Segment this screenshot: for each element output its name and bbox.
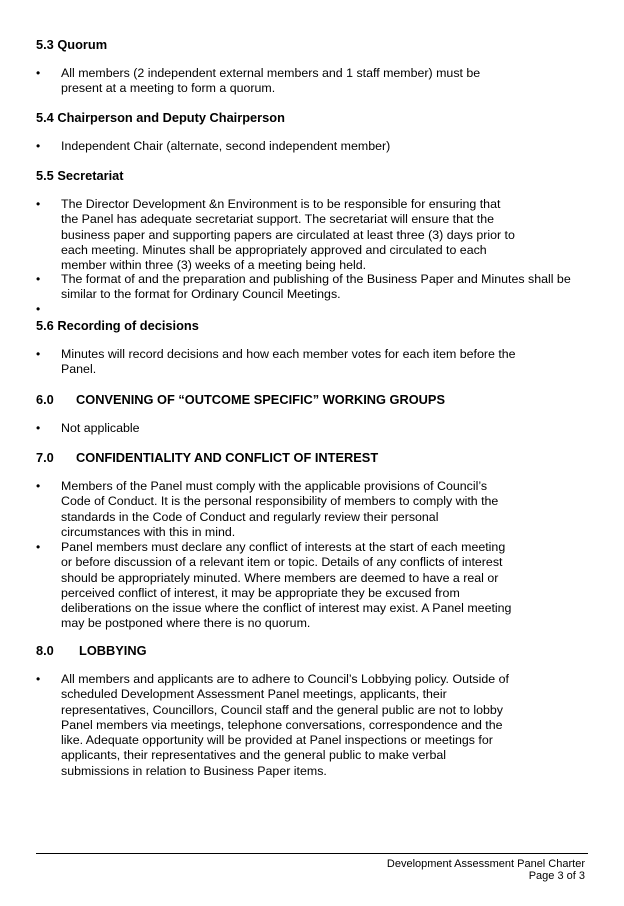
- heading-recording-decisions: 5.6 Recording of decisions: [36, 318, 199, 333]
- list-item: [36, 421, 592, 436]
- section-number: 7.0: [36, 450, 54, 465]
- section-title: LOBBYING: [79, 643, 147, 658]
- heading-chairperson: 5.4 Chairperson and Deputy Chairperson: [36, 110, 285, 125]
- list-item: [36, 197, 592, 273]
- bullet: •: [36, 421, 41, 435]
- heading-lobbying: [36, 643, 147, 658]
- list-item: [36, 66, 592, 97]
- section-title: CONVENING OF “OUTCOME SPECIFIC” WORKING GROUPS: [76, 392, 445, 407]
- bullet: •: [36, 66, 41, 80]
- secretariat-text-2: The format of and the preparation and publishing of the Business Paper and Minutes shall be similar to the format for Ordinary Council Meetings.: [61, 272, 571, 302]
- footer-page-number: Page 3 of 3: [528, 870, 585, 882]
- list-item: [36, 672, 592, 779]
- heading-confidentiality: [36, 450, 378, 465]
- list-item: [36, 479, 592, 540]
- heading-quorum: 5.3 Quorum: [36, 37, 108, 52]
- bullet: •: [36, 272, 41, 286]
- bullet: •: [36, 672, 41, 686]
- bullet: •: [36, 540, 41, 554]
- heading-secretariat: 5.5 Secretariat: [36, 168, 124, 183]
- footer-document-title: Development Assessment Panel Charter: [386, 858, 585, 870]
- list-item: [36, 347, 592, 378]
- section-number: 6.0: [36, 392, 54, 407]
- bullet: •: [36, 347, 41, 361]
- bullet: •: [36, 302, 41, 316]
- list-item: [36, 540, 592, 632]
- chair-text: Independent Chair (alternate, second independent member): [61, 139, 391, 153]
- section-title: CONFIDENTIALITY AND CONFLICT OF INTEREST: [76, 450, 379, 465]
- bullet: •: [36, 479, 41, 493]
- recording-text: Minutes will record decisions and how each member votes for each item before the Panel.: [61, 347, 516, 377]
- list-item: [36, 139, 592, 154]
- lobbying-text: All members and applicants are to adhere to Council’s Lobbying policy. Outside of scheduled Development Assessment Panel meetings, applicants, their representatives, Councillors, Council staff and the general public are not to lobby Panel members via meetings, telephone conversations, correspondence and the like. Adequate opportunity will be provided at Panel inspections or meetings for applicants, their representatives and the general public to make verbal submissions in relation to Business Paper items.: [61, 672, 509, 778]
- section-number: 8.0: [36, 643, 54, 658]
- confidentiality-text-2: Panel members must declare any conflict of interests at the start of each meeting or before discussion of a relevant item or topic. Details of any conflicts of interest should be appropriately minuted. Where members are deemed to have a real or perceived conflict of interest, it may be appropriate they be excused from deliberations on the issue where the conflict of interest may exist. A Panel meeting may be postponed where there is no quorum.: [61, 540, 512, 631]
- list-item: [36, 272, 592, 303]
- footer-divider: [36, 853, 588, 854]
- convening-text: Not applicable: [61, 421, 140, 435]
- secretariat-text-1: The Director Development &n Environment is to be responsible for ensuring that the Panel has adequate secretariat support. The secretariat will ensure that the business paper and supporting papers are circulated at least three (3) days prior to each meeting. Minutes shall be appropriately approved and circulated to each member within three (3) weeks of a meeting being held.: [61, 197, 515, 273]
- quorum-text: All members (2 independent external members and 1 staff member) must be present at a meeting to form a quorum.: [61, 66, 481, 96]
- confidentiality-text-1: Members of the Panel must comply with the applicable provisions of Council’s Code of Conduct. It is the personal responsibility of members to comply with the standards in the Code of Conduct and regularly review their personal circumstances with this in mind.: [61, 479, 499, 539]
- bullet: •: [36, 139, 41, 153]
- heading-convening: [36, 392, 445, 407]
- bullet: •: [36, 197, 41, 211]
